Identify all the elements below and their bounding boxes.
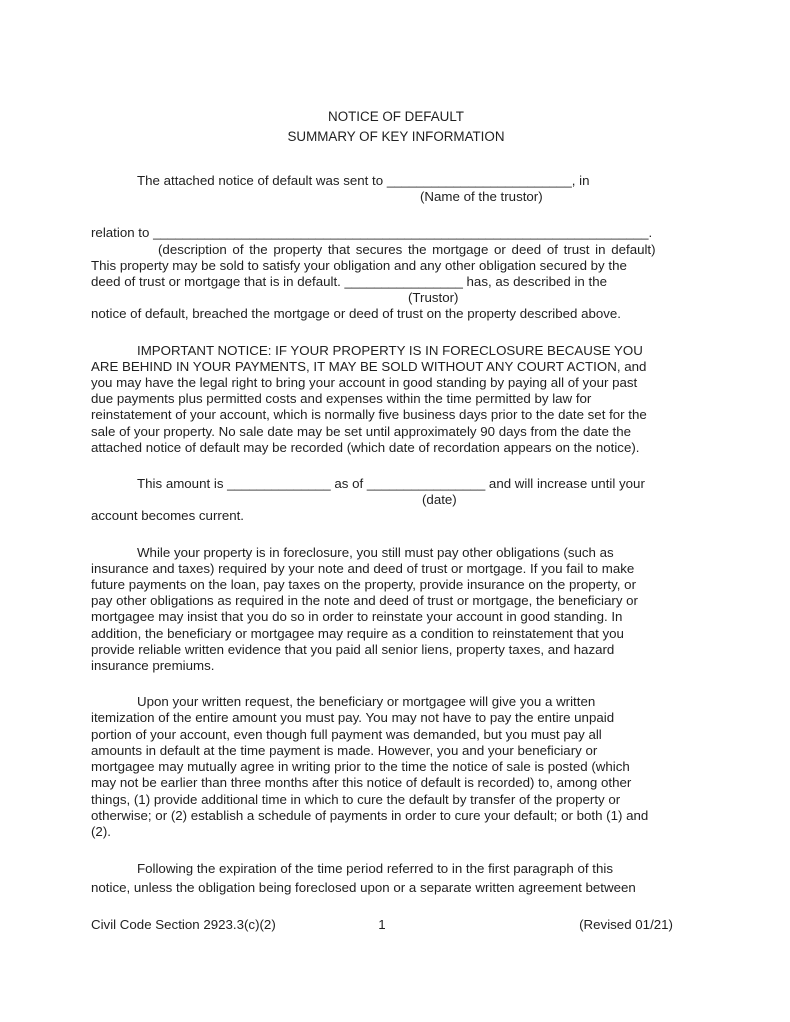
page-footer: [91, 917, 701, 933]
text-line: IMPORTANT NOTICE: IF YOUR PROPERTY IS IN FORECLOSURE BECAUSE YOU: [137, 342, 643, 358]
text-line: provide reliable written evidence that you paid all senior liens, property taxes, and hazard: [91, 641, 615, 657]
text-line: attached notice of default may be recorded (which date of recordation appears on the notice).: [91, 439, 640, 455]
text-line: you may have the legal right to bring your account in good standing by paying all of your past: [91, 375, 638, 391]
text-line: relation to ___________________________________________________________________.: [91, 225, 653, 241]
footer-page-number: 1: [378, 917, 386, 933]
text-line: deed of trust or mortgage that is in default. ________________ has, as described in the: [91, 274, 607, 290]
paragraph-important-notice: [91, 343, 701, 456]
text-line: notice, unless the obligation being foreclosed upon or a separate written agreement between: [91, 879, 636, 895]
text-line: due payments plus permitted costs and expenses within the time permitted by law for: [91, 391, 592, 407]
caption-trustor: (Trustor): [408, 290, 459, 306]
text-line: Upon your written request, the beneficiary or mortgagee will give you a written: [137, 694, 596, 710]
text-line: mortgagee may insist that you do so in order to reinstate your account in good standing. In: [91, 609, 623, 625]
caption-date: (date): [422, 492, 457, 508]
caption-name-of-trustor: (Name of the trustor): [420, 189, 543, 205]
text-line: This property may be sold to satisfy your obligation and any other obligation secured by the: [91, 257, 627, 273]
text-line: The attached notice of default was sent to _________________________, in: [137, 173, 590, 188]
document-title: [91, 107, 701, 147]
text-line: pay other obligations as required in the note and deed of trust or mortgage, the beneficiary or: [91, 593, 638, 609]
text-line: Following the expiration of the time period referred to in the first paragraph of this: [137, 861, 613, 877]
paragraph-amount: [91, 476, 701, 525]
title-line-1: NOTICE OF DEFAULT: [328, 109, 464, 124]
text-line: (2).: [91, 823, 111, 839]
text-line: mortgagee may mutually agree in writing prior to the time the notice of sale is posted (which: [91, 759, 630, 775]
text-line: itemization of the entire amount you must pay. You may not have to pay the entire unpaid: [91, 710, 615, 726]
paragraph-other-obligations: [91, 545, 701, 675]
paragraph-sent-to: [91, 173, 701, 205]
text-line: notice of default, breached the mortgage or deed of trust on the property described above.: [91, 306, 621, 322]
text-line: future payments on the loan, pay taxes on the property, provide insurance on the property, or: [91, 577, 637, 593]
text-line: This amount is ______________ as of ________________ and will increase until your: [137, 476, 645, 492]
footer-revision-date: (Revised 01/21): [579, 917, 673, 933]
caption-property-description: (description of the property that secures the mortgage or deed of trust in default): [158, 241, 656, 257]
text-line: ARE BEHIND IN YOUR PAYMENTS, IT MAY BE SOLD WITHOUT ANY COURT ACTION, and: [91, 358, 647, 374]
paragraph-following-expiration: [91, 860, 701, 897]
text-line: account becomes current.: [91, 508, 244, 524]
paragraph-written-request: [91, 694, 701, 840]
text-line: sale of your property. No sale date may be set until approximately 90 days from the date the: [91, 423, 632, 439]
text-line: addition, the beneficiary or mortgagee may require as a condition to reinstatement that you: [91, 625, 624, 641]
text-line: reinstatement of your account, which is normally five business days prior to the date set for the: [91, 407, 647, 423]
text-line: insurance premiums.: [91, 658, 215, 674]
paragraph-relation-to: [91, 225, 701, 322]
title-line-2: SUMMARY OF KEY INFORMATION: [287, 129, 505, 144]
document-body: [91, 173, 701, 933]
footer-civil-code-reference: Civil Code Section 2923.3(c)(2): [91, 917, 276, 933]
text-line: insurance and taxes) required by your note and deed of trust or mortgage. If you fail to make: [91, 560, 635, 576]
text-line: While your property is in foreclosure, you still must pay other obligations (such as: [137, 544, 614, 560]
text-line: things, (1) provide additional time in which to cure the default by transfer of the property or: [91, 791, 621, 807]
text-line: otherwise; or (2) establish a schedule of payments in order to cure your default; or both (1) and: [91, 807, 649, 823]
text-line: portion of your account, even though full payment was demanded, but you must pay all: [91, 726, 602, 742]
text-line: amounts in default at the time payment is made. However, you and your beneficiary or: [91, 742, 598, 758]
text-line: may not be earlier than three months after this notice of default is recorded) to, among other: [91, 775, 632, 791]
